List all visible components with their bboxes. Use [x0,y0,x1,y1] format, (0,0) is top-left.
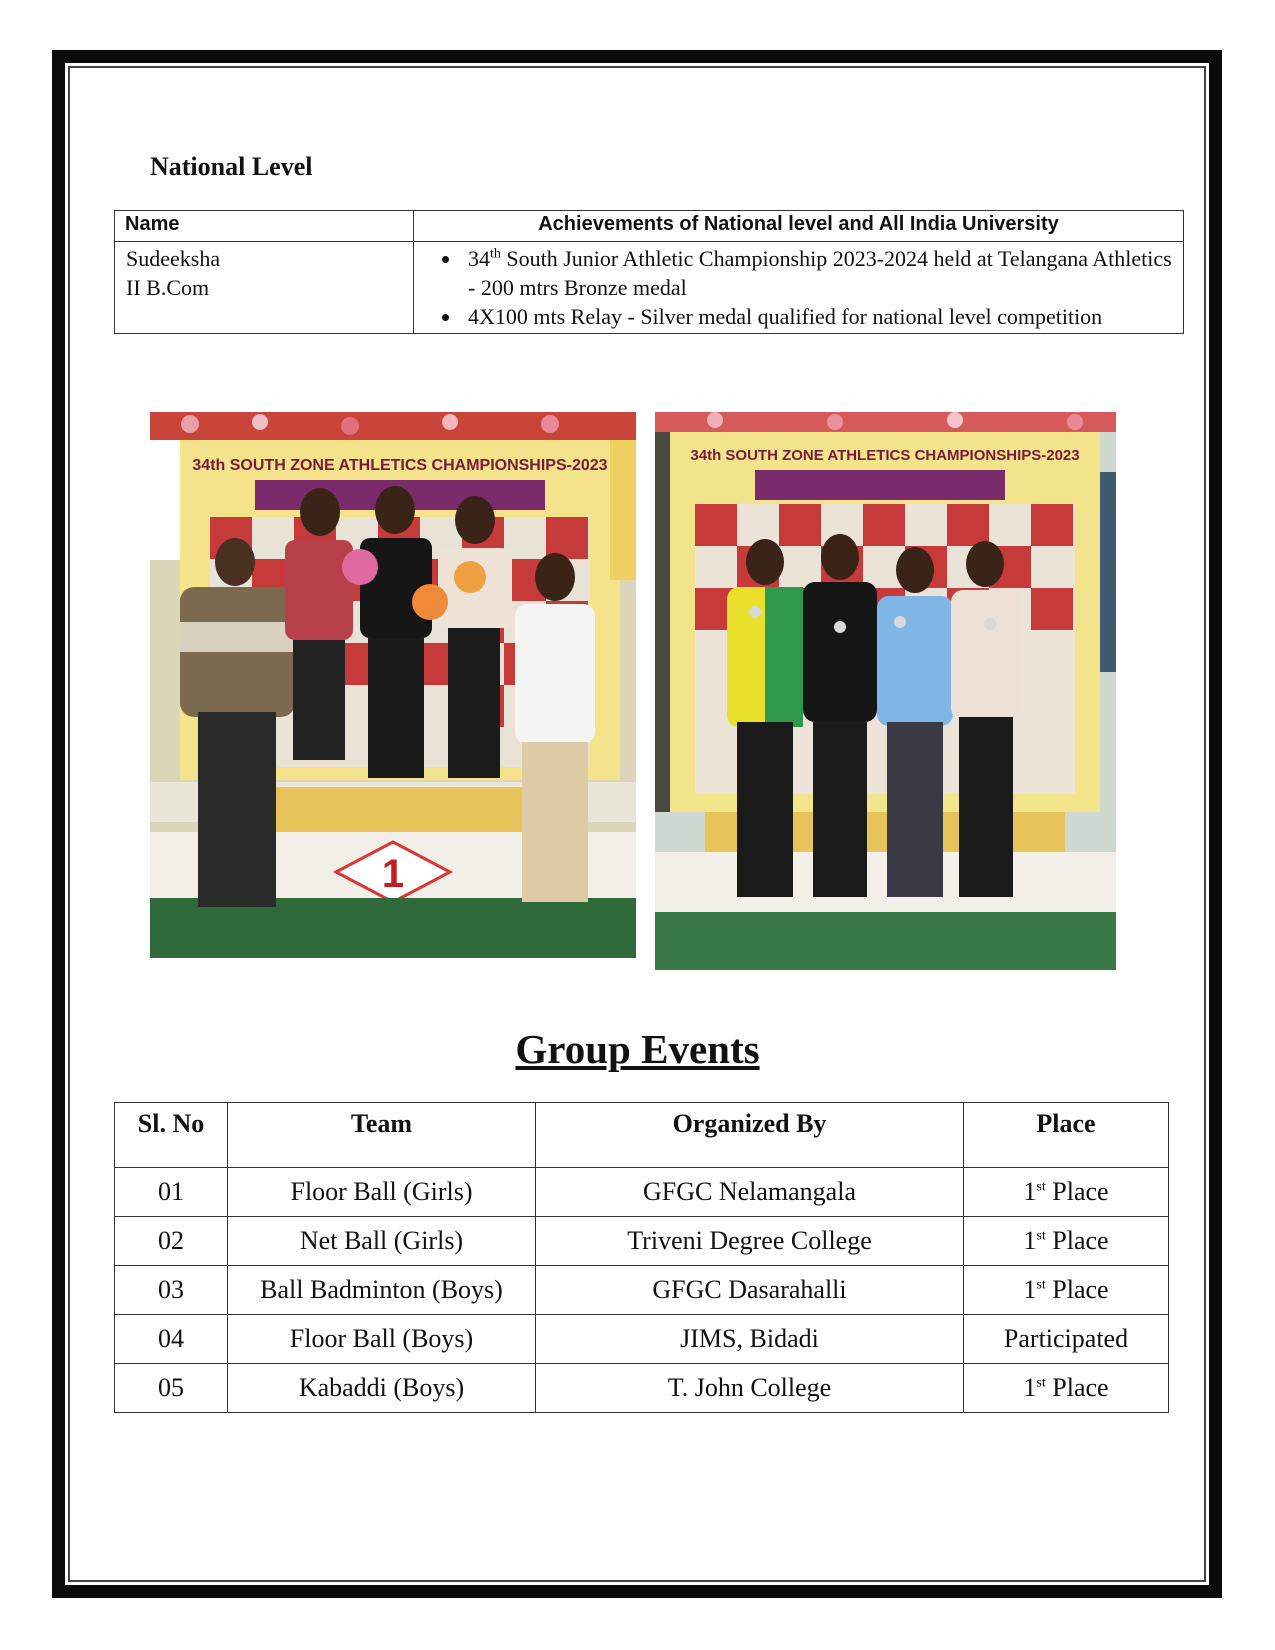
achievements-cell [414,242,1184,334]
team-cell: Floor Ball (Boys) [228,1315,536,1364]
group-events-title: Group Events [515,1026,760,1072]
place-cell: 1st Place [964,1364,1169,1413]
table-row [115,1364,1169,1413]
place-header: Place [964,1103,1169,1168]
slno-cell: 05 [115,1364,228,1413]
podium-number: 1 [381,852,405,896]
name-header: Name [115,211,414,242]
slno-cell: 04 [115,1315,228,1364]
organized-by-header: Organized By [536,1103,964,1168]
table-row [115,1266,1169,1315]
team-cell: Ball Badminton (Boys) [228,1266,536,1315]
national-level-heading: National Level [150,152,313,181]
student-class: II B.Com [126,275,210,300]
slno-cell: 02 [115,1217,228,1266]
organizer-cell: Triveni Degree College [536,1217,964,1266]
podium-photo [150,412,636,958]
achievement-item: • 4X100 mts Relay - Silver medal qualified for national level competition [462,302,1173,331]
organizer-cell: GFGC Nelamangala [536,1168,964,1217]
achievement-item: • 34th South Junior Athletic Championship 2023-2024 held at Telangana Athletics - 200 mtrs Bronze medal [462,244,1173,302]
place-cell: 1st Place [964,1217,1169,1266]
achievements-header: Achievements of National level and All India University [414,211,1184,242]
banner-text: 34th SOUTH ZONE ATHLETICS CHAMPIONSHIPS-2023 [192,457,608,474]
place-cell: Participated [964,1315,1169,1364]
slno-cell: 03 [115,1266,228,1315]
slno-header: Sl. No [115,1103,228,1168]
organizer-cell: GFGC Dasarahalli [536,1266,964,1315]
table-row [115,1168,1169,1217]
group-events-table [114,1102,1169,1413]
banner-text: 34th SOUTH ZONE ATHLETICS CHAMPIONSHIPS-2023 [690,447,1080,464]
team-cell: Kabaddi (Boys) [228,1364,536,1413]
table-row [115,1315,1169,1364]
organizer-cell: JIMS, Bidadi [536,1315,964,1364]
student-cell [115,242,414,334]
team-photo [655,412,1116,970]
team-cell: Floor Ball (Girls) [228,1168,536,1217]
national-achievements-table [114,210,1184,334]
team-cell: Net Ball (Girls) [228,1217,536,1266]
student-name: Sudeeksha [126,246,221,271]
team-header: Team [228,1103,536,1168]
place-cell: 1st Place [964,1266,1169,1315]
organizer-cell: T. John College [536,1364,964,1413]
place-cell: 1st Place [964,1168,1169,1217]
slno-cell: 01 [115,1168,228,1217]
table-row [115,1217,1169,1266]
